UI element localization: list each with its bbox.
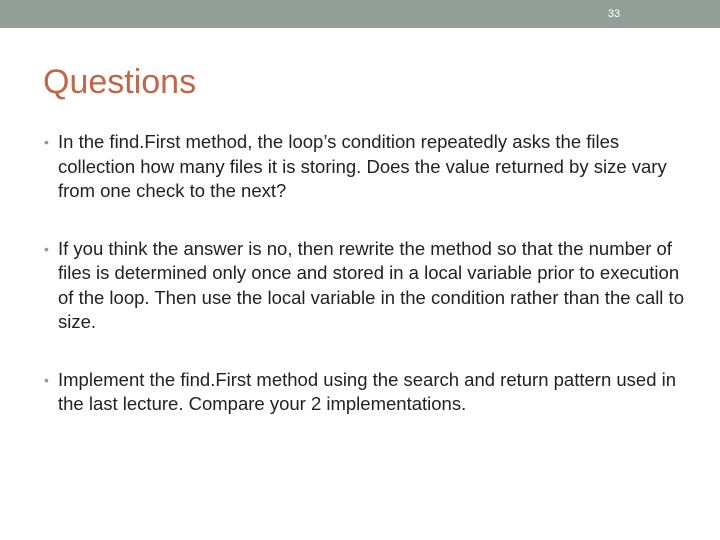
bullet-text: If you think the answer is no, then rewrite the method so that the number of files is determined only once and stored in a local variable prior to execution of the loop. Then use the local variable in the condition rather than the call to size.	[58, 237, 684, 332]
bullet-item	[44, 237, 684, 335]
bullet-text: In the find.First method, the loop’s condition repeatedly asks the files collection how many files it is storing. Does the value returned by size vary from one check to the next?	[58, 131, 667, 201]
header-bar	[0, 0, 720, 28]
bullet-icon: •	[44, 134, 49, 150]
slide-number: 33	[607, 8, 621, 20]
bullet-text: Implement the find.First method using the search and return pattern used in the last lecture. Compare your 2 implementations.	[58, 368, 677, 414]
bullet-icon: •	[44, 371, 49, 388]
bullet-icon: •	[44, 240, 49, 257]
bullet-list	[44, 130, 684, 450]
bullet-item	[44, 368, 684, 417]
slide-title: Questions	[43, 63, 197, 101]
bullet-item	[44, 130, 684, 204]
